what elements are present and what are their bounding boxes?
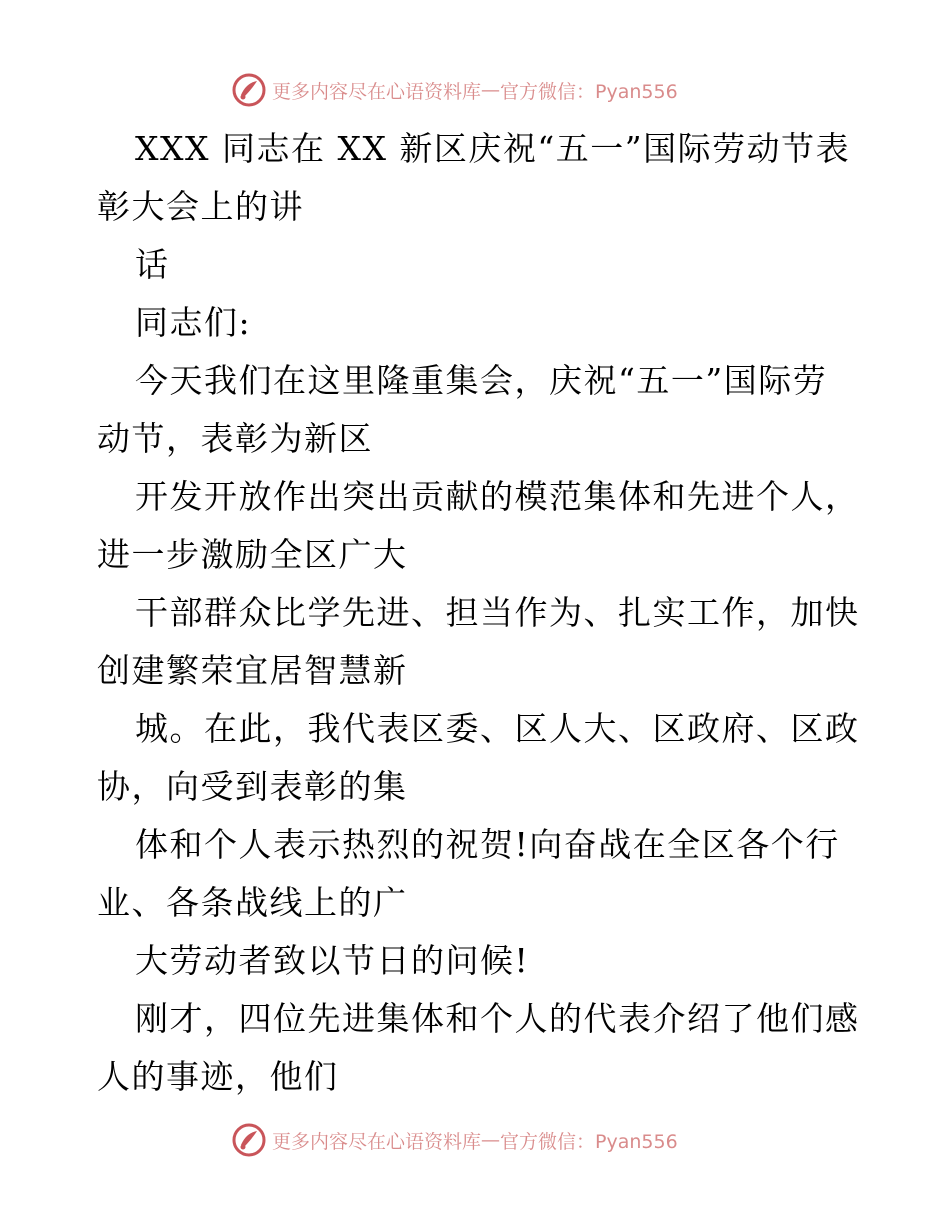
paragraph-line: 刚才，四位先进集体和个人的代表介绍了他们感	[135, 999, 860, 1038]
paragraph-line: 动节，表彰为新区	[97, 419, 373, 458]
paragraph-line: 创建繁荣宜居智慧新	[97, 651, 408, 690]
title-line-1: XXX 同志在 XX 新区庆祝“五一”国际劳动节表	[135, 129, 851, 168]
paragraph-line: 进一步激励全区广大	[97, 535, 408, 574]
paragraph-line: 大劳动者致以节日的问候!	[135, 941, 530, 980]
paragraph-line: 城。在此，我代表区委、区人大、区政府、区政	[135, 709, 860, 748]
paragraph-line: 协，向受到表彰的集	[97, 767, 408, 806]
ink-seal-logo-icon	[232, 73, 266, 107]
footer-dash: —	[481, 1129, 501, 1151]
header-dash: —	[481, 79, 501, 101]
footer-site-text: 更多内容尽在心语资料库	[272, 1130, 482, 1153]
header-site-text: 更多内容尽在心语资料库	[272, 80, 482, 103]
paragraph-line: 干部群众比学先进、担当作为、扎实工作，加快	[135, 593, 860, 632]
paragraph-line: 开发开放作出突出贡献的模范集体和先进个人，	[135, 477, 860, 516]
footer-wechat-text: 官方微信：Pyan556	[500, 1130, 678, 1153]
footer-banner	[232, 1120, 732, 1160]
paragraph-line: 业、各条战线上的广	[97, 883, 408, 922]
document-body	[97, 120, 860, 1106]
header-banner	[232, 70, 732, 110]
header-wechat-text: 官方微信：Pyan556	[500, 80, 678, 103]
paragraph-line: 人的事迹，他们	[97, 1057, 339, 1096]
ink-seal-logo-icon	[232, 1123, 266, 1157]
paragraph-line: 体和个人表示热烈的祝贺!向奋战在全区各个行	[135, 825, 840, 864]
paragraph-line: 今天我们在这里隆重集会，庆祝“五一”国际劳	[135, 361, 828, 400]
title-line-2: 彰大会上的讲	[97, 187, 304, 226]
title-line-3: 话	[135, 245, 170, 284]
salutation: 同志们:	[135, 303, 252, 342]
